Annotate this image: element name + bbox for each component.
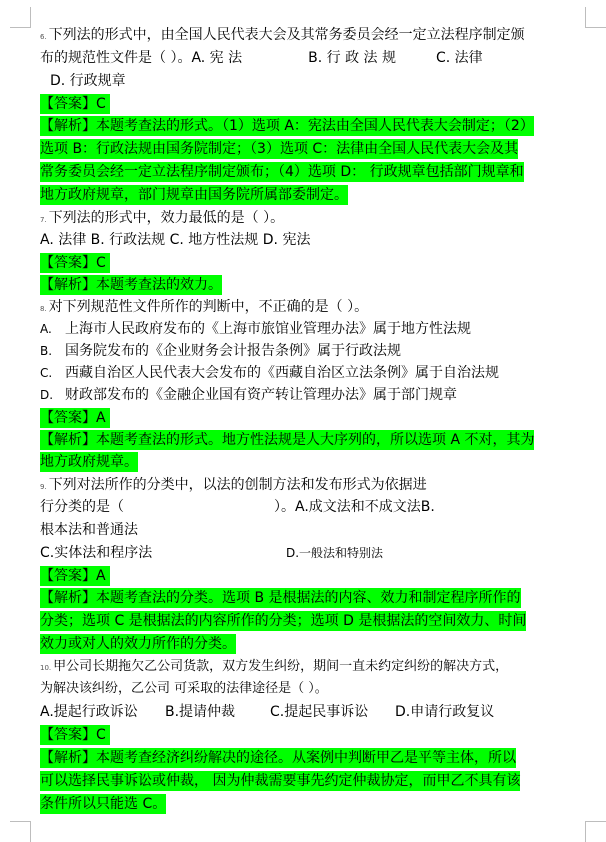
option-a: A.提起行政诉讼 — [40, 704, 138, 720]
analysis-line: 【解析】本题考查经济纠纷解决的途径。从案例中判断甲乙是平等主体，所以 — [40, 750, 516, 766]
answer-highlight: 【答案】C — [40, 725, 110, 745]
answer-highlight: 【答案】C — [40, 94, 110, 114]
question-9-options-cd — [40, 543, 383, 563]
answer-highlight: 【答案】C — [40, 253, 110, 273]
option-text: 财政部发布的《金融企业国有资产转让管理办法》属于部门规章 — [65, 387, 457, 403]
analysis-line: 【解析】本题考查法的效力。 — [40, 277, 222, 293]
answer-highlight: 【答案】A — [40, 408, 110, 428]
option-a: A. 宪 法 — [191, 50, 243, 66]
question-8-option-d — [40, 385, 457, 405]
option-d: D.申请行政复议 — [395, 704, 495, 720]
question-6-option-d: D. 行政规章 — [50, 73, 126, 89]
question-number: 7. — [40, 216, 47, 224]
question-9-stem-line-1 — [40, 475, 427, 495]
question-10-stem-line-2: 为解决该纠纷，乙公司 可采取的法律途径是（ ）。 — [40, 681, 328, 696]
question-7-options: A. 法律 B. 行政法规 C. 地方性法规 D. 宪法 — [40, 232, 311, 248]
analysis-line: 【解析】本题考查法的形式。（1）选项 A：宪法由全国人民代表大会制定；（2） — [40, 118, 534, 134]
option-letter: A. — [40, 322, 52, 336]
question-9-stem-line-2 — [40, 497, 435, 517]
analysis-line: 条件所以只能选 C。 — [40, 796, 167, 812]
stem-tail-with-option-a: ）。A.成文法和不成文法B. — [274, 499, 435, 515]
question-number: 10. — [40, 664, 52, 672]
stem-text: 行分类的是（ — [40, 499, 124, 515]
question-6-stem-line-1 — [40, 25, 525, 45]
stem-text: 下列法的形式中，由全国人民代表大会及其常务委员会经一定立法程序制定颁 — [48, 27, 525, 43]
page-corner-mark-bottom-left — [10, 821, 31, 842]
question-number: 9. — [40, 483, 47, 491]
stem-text: 甲公司长期拖欠乙公司货款，双方发生纠纷，期间一直未约定纠纷的解决方式， — [53, 659, 509, 674]
question-9-option-b: 根本法和普通法 — [40, 522, 138, 538]
option-c: C.提起民事诉讼 — [270, 704, 369, 720]
option-letter: B. — [40, 344, 53, 358]
question-10-options — [40, 702, 494, 722]
analysis-line: 地方政府规章，部门规章由国务院所属部委制定。 — [40, 187, 348, 203]
analysis-line: 效力或对人的效力所作的分类。 — [40, 636, 236, 652]
analysis-line: 分类；选项 C 是根据法的内容所作的分类；选项 D 是根据法的空间效力、时间 — [40, 613, 527, 629]
option-b: B.提请仲裁 — [165, 704, 236, 720]
question-8-option-b — [40, 341, 401, 361]
analysis-line: 地方政府规章。 — [40, 454, 138, 470]
stem-text: 下列法的形式中，效力最低的是（ ）。 — [48, 210, 285, 226]
question-7-stem — [40, 208, 284, 228]
option-letter: C. — [40, 366, 53, 380]
analysis-line: 【解析】本题考查法的分类。选项 B 是根据法的内容、效力和制定程序所作的 — [40, 590, 521, 606]
question-6-stem-line-2 — [40, 48, 483, 68]
analysis-line: 【解析】本题考查法的形式。地方性法规是人大序列的，所以选项 A 不对，其为 — [40, 432, 535, 448]
option-c: C. 法律 — [436, 50, 483, 66]
option-d: D.一般法和特别法 — [286, 546, 384, 560]
page-corner-mark-top-left — [10, 7, 31, 28]
option-text: 上海市人民政府发布的《上海市旅馆业管理办法》属于地方性法规 — [65, 321, 471, 337]
stem-text: 对下列规范性文件所作的判断中，不正确的是（ ）。 — [48, 299, 369, 315]
stem-text: 布的规范性文件是（ ）。 — [40, 50, 192, 66]
question-8-stem — [40, 297, 368, 317]
analysis-line: 常务委员会经一定立法程序制定颁布；（4）选项 D： 行政规章包括部门规章和 — [40, 164, 524, 180]
question-number: 6. — [40, 33, 47, 41]
option-letter: D. — [40, 388, 54, 402]
question-8-option-a — [40, 319, 471, 339]
option-text: 西藏自治区人民代表大会发布的《西藏自治区立法条例》属于自治法规 — [65, 365, 499, 381]
analysis-line: 可以选择民事诉讼或仲裁， 因为仲裁需要事先约定仲裁协定，而甲乙不具有该 — [40, 773, 521, 789]
question-10-stem-line-1 — [40, 657, 508, 677]
analysis-line: 选项 B：行政法规由国务院制定；（3）选项 C：法律由全国人民代表大会及其 — [40, 141, 519, 157]
question-8-option-c — [40, 363, 499, 383]
page-corner-mark-bottom-right — [585, 821, 606, 842]
option-b: B. 行 政 法 规 — [308, 50, 396, 66]
stem-text: 下列对法所作的分类中，以法的创制方法和发布形式为依据进 — [48, 477, 427, 493]
answer-highlight: 【答案】A — [40, 566, 110, 586]
question-number: 8. — [40, 305, 47, 313]
option-text: 国务院发布的《企业财务会计报告条例》属于行政法规 — [65, 343, 401, 359]
page-corner-mark-top-right — [585, 7, 606, 28]
option-c: C.实体法和程序法 — [40, 545, 153, 561]
